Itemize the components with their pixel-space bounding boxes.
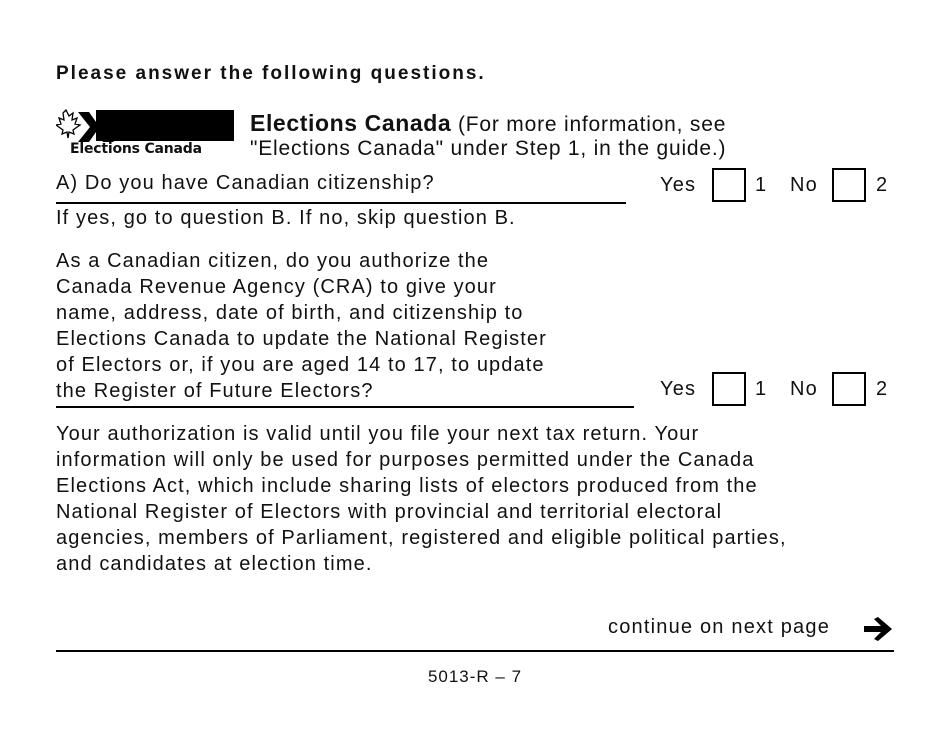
authorization-line: Elections Act, which include sharing lists of electors produced from the [56,475,758,497]
authorization-line: and candidates at election time. [56,553,373,575]
question-b-line: Canada Revenue Agency (CRA) to give your [56,276,497,298]
question-a-text: A) Do you have Canadian citizenship? [56,172,435,194]
question-a-no-code: 2 [876,174,889,196]
arrow-right-icon [864,617,894,641]
question-b-line: Elections Canada to update the National Register [56,328,547,350]
question-a-rule [56,202,626,204]
logo-bar [96,110,234,141]
question-b-no-checkbox[interactable] [832,372,866,406]
authorization-line: information will only be used for purposes permitted under the Canada [56,449,755,471]
section-note-line2: "Elections Canada" under Step 1, in the guide.) [250,137,727,160]
question-a-yes-code: 1 [755,174,768,196]
question-b-line: As a Canadian citizen, do you authorize the [56,250,490,272]
authorization-line: agencies, members of Parliament, registered and eligible political parties, [56,527,787,549]
page-number: 5013-R – 7 [427,667,523,686]
maple-leaf-x-icon [56,104,116,144]
question-b-line: of Electors or, if you are aged 14 to 17, to update [56,354,545,376]
question-b-line: name, address, date of birth, and citizenship to [56,302,524,324]
section-title-bold: Elections Canada [250,110,452,136]
authorization-line: National Register of Electors with provincial and territorial electoral [56,501,723,523]
question-b-text [56,248,547,404]
question-b-rule [56,406,634,408]
question-a-no-checkbox[interactable] [832,168,866,202]
question-b-no-code: 2 [876,378,889,400]
question-a-no-label: No [790,174,818,196]
intro-heading: Please answer the following questions. [56,63,486,84]
elections-canada-logo [56,104,236,160]
question-a-yes-checkbox[interactable] [712,168,746,202]
question-b-no-label: No [790,378,818,400]
question-b-yes-label: Yes [660,378,697,400]
question-b-yes-checkbox[interactable] [712,372,746,406]
section-note-line1: (For more information, see [457,113,727,136]
question-a-yes-label: Yes [660,174,697,196]
authorization-paragraph [56,421,787,577]
continue-text: continue on next page [608,616,831,638]
authorization-line: Your authorization is valid until you file your next tax return. Your [56,423,700,445]
section-title [250,110,726,138]
question-b-line: the Register of Future Electors? [56,380,374,402]
footer-rule [56,650,894,652]
question-b-yes-code: 1 [755,378,768,400]
logo-wordmark: Elections Canada [70,141,202,157]
instruction-text: If yes, go to question B. If no, skip question B. [56,207,516,229]
